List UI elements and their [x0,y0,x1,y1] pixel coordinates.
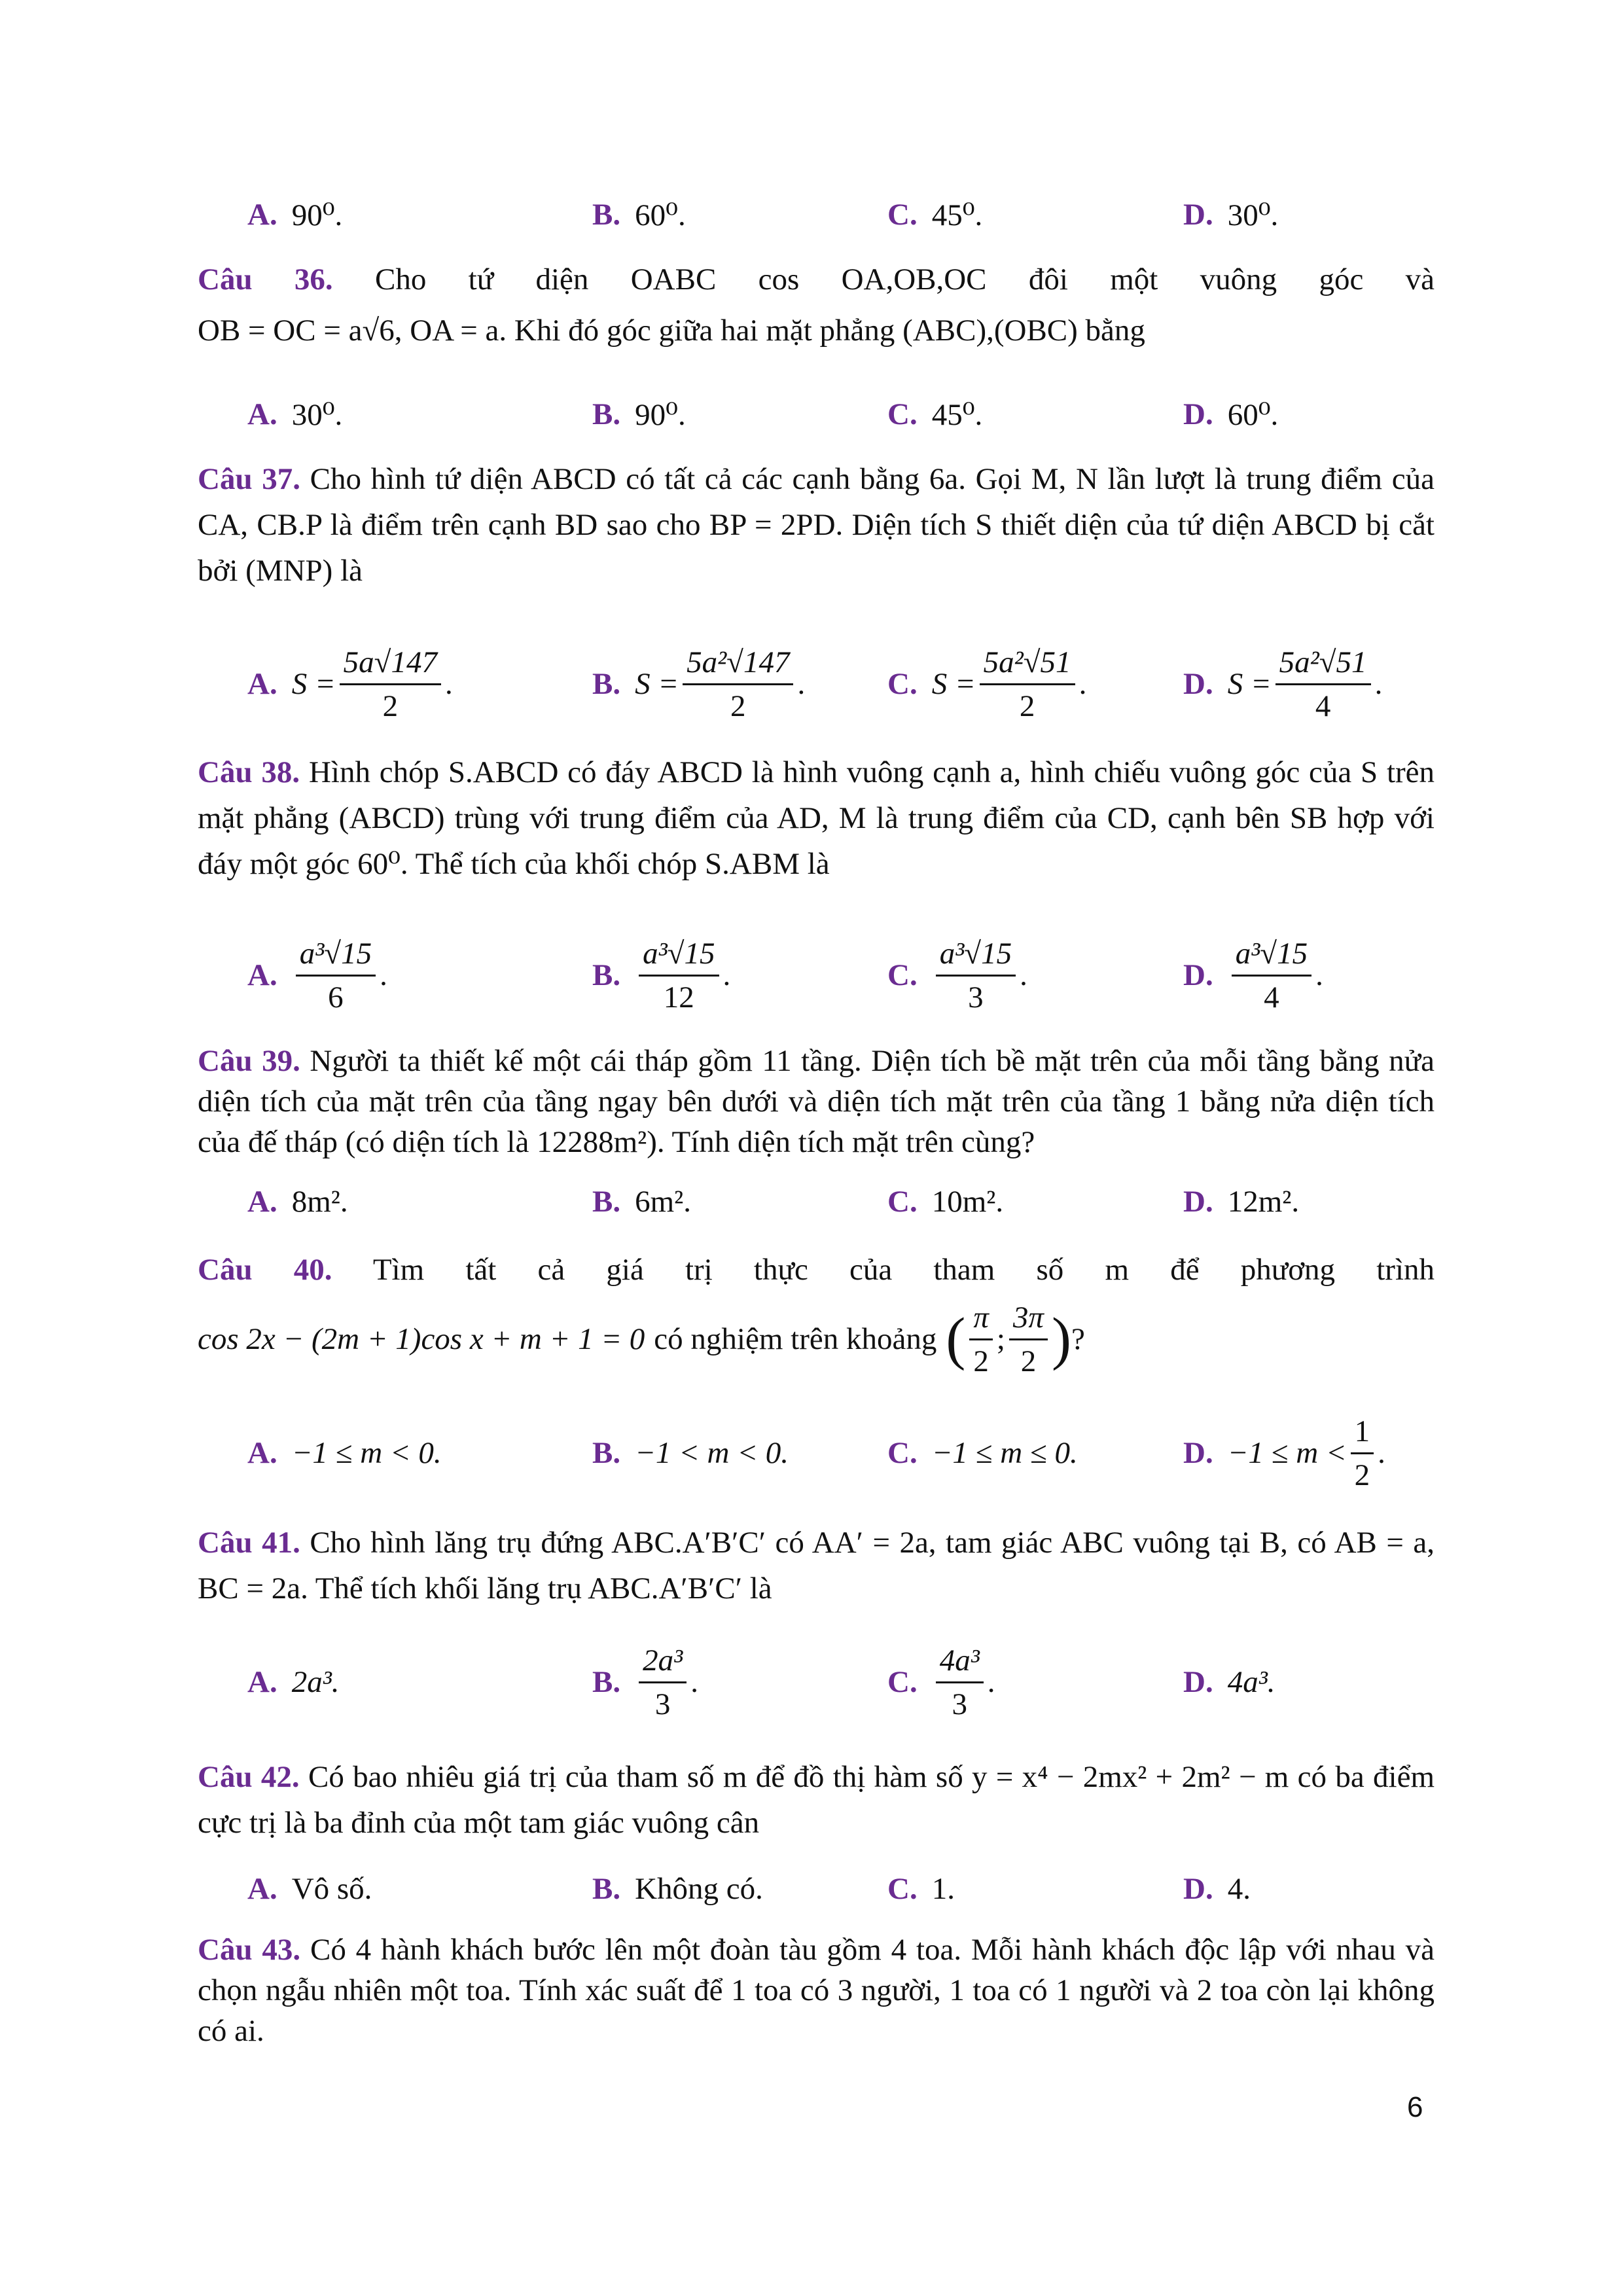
q42-option-d: D. 4. [1183,1872,1251,1906]
q37-option-c: C. S = $\frac{\text{5a²√51}}{2}$ . [887,645,1087,723]
q37-option-b: B. S = $\frac{\text{5a²√147}}{2}$ . [592,645,806,723]
q39-option-a: A. 8m². [247,1185,348,1219]
q37-options [247,645,1458,723]
q35-option-a: A. 90⁰. [247,198,343,232]
q36-option-c: C. 45⁰. [887,397,983,432]
q35-option-c: C. 45⁰. [887,198,983,232]
q42-option-c: C. 1. [887,1872,955,1906]
q36-option-b: B. 90⁰. [592,397,686,432]
q40-option-a: A. −1 ≤ m < 0. [247,1436,442,1470]
question-38: Câu 38. Hình chóp S.ABCD có đáy ABCD là hình vuông cạnh a, hình chiếu vuông góc của S trên mặt phẳng (ABCD) trùng với trung điểm của AD, M là trung điểm của CD, cạnh bên SB hợp với đáy một góc 60⁰. Thể tích của khối chóp S.ABM là [198,755,1435,881]
q38-option-a: A. $\frac{\text{a³√15}}{6}$ . [247,936,387,1014]
q35-option-d: D. 30⁰. [1183,198,1279,232]
question-39: Câu 39. Người ta thiết kế một cái tháp gồm 11 tầng. Diện tích bề mặt trên của mỗi tầng bằng nửa diện tích của mặt trên của tầng ngay bên dưới và diện tích mặt trên của tầng 1 bằng nửa diện tích của đế tháp (có diện tích là 12288m²). Tính diện tích mặt trên cùng? [198,1044,1435,1159]
q40-options [247,1414,1458,1492]
q35-option-b: B. 60⁰. [592,198,686,232]
q42-options [247,1856,1458,1922]
q38-option-d: D. $\frac{\text{a³√15}}{4}$ . [1183,936,1323,1014]
q36-option-d: D. 60⁰. [1183,397,1279,432]
q42-option-b: B. Không có. [592,1872,763,1906]
q42-option-a: A. Vô số. [247,1872,372,1906]
q38-options [247,936,1458,1014]
question-37: Câu 37. Cho hình tứ diện ABCD có tất cả các cạnh bằng 6a. Gọi M, N lần lượt là trung điểm của CA, CB.P là điểm trên cạnh BD sao cho BP = 2PD. Diện tích S thiết diện của tứ diện ABCD bị cắt bởi (MNP) là [198,462,1435,588]
q38-option-b: B. $\frac{\text{a³√15}}{12}$ . [592,936,731,1014]
q38-option-c: C. $\frac{\text{a³√15}}{3}$ . [887,936,1027,1014]
q40-option-d: D. −1 ≤ m < $\frac{1}{2}$ . [1183,1414,1385,1492]
q41-options [247,1643,1458,1721]
q37-option-d: D. S = $\frac{\text{5a²√51}}{4}$ . [1183,645,1383,723]
question-36: Câu 36. Cho tứ diện OABC cos OA,OB,OC đôi một vuông góc và OB = OC = a√6, OA = a. Khi đó góc giữa hai mặt phẳng (ABC),(OBC) bằng [198,262,1435,348]
q39-option-d: D. 12m². [1183,1185,1300,1219]
page-number: 6 [1407,2091,1423,2123]
q39-option-c: C. 10m². [887,1185,1004,1219]
question-43: Câu 43. Có 4 hành khách bước lên một đoàn tàu gồm 4 toa. Mỗi hành khách độc lập với nhau và chọn ngẫu nhiên một toa. Tính xác suất để 1 toa có 3 người, 1 toa có 1 người và 2 toa còn lại không có ai. [198,1933,1435,2048]
q41-option-b: B. $\frac{\text{2a³}}{3}$ . [592,1643,698,1721]
q40-option-c: C. −1 ≤ m ≤ 0. [887,1436,1078,1470]
q41-option-a: A. 2a³. [247,1665,340,1699]
q39-options [247,1169,1458,1234]
q39-option-b: B. 6m². [592,1185,692,1219]
question-40: Câu 40. Tìm tất cả giá trị thực của tham số m để phương trình cos 2x − (2m + 1)cos x + m + 1 = 0 có nghiệm trên khoảng ( $\frac{\pi}{2}$ ; $\frac{3\pi}{2}$ ) ? [198,1253,1435,1378]
q36-options [247,375,1458,454]
q41-option-d: D. 4a³. [1183,1665,1275,1699]
q36-option-a: A. 30⁰. [247,397,343,432]
question-41: Câu 41. Cho hình lăng trụ đứng ABC.A′B′C′ có AA′ = 2a, tam giác ABC vuông tại B, có AB = a, BC = 2a. Thể tích khối lăng trụ ABC.A′B′C′ là [198,1526,1435,1605]
q37-option-a: A. S = $\frac{5a√147}{2}$ . [247,645,453,723]
q35-options [247,175,1458,254]
question-42: Câu 42. Có bao nhiêu giá trị của tham số m để đồ thị hàm số y = x⁴ − 2mx² + 2m² − m có ba điểm cực trị là ba đỉnh của một tam giác vuông cân [198,1760,1435,1840]
q41-option-c: C. $\frac{\text{4a³}}{3}$ . [887,1643,995,1721]
q40-option-b: B. −1 < m < 0. [592,1436,789,1470]
